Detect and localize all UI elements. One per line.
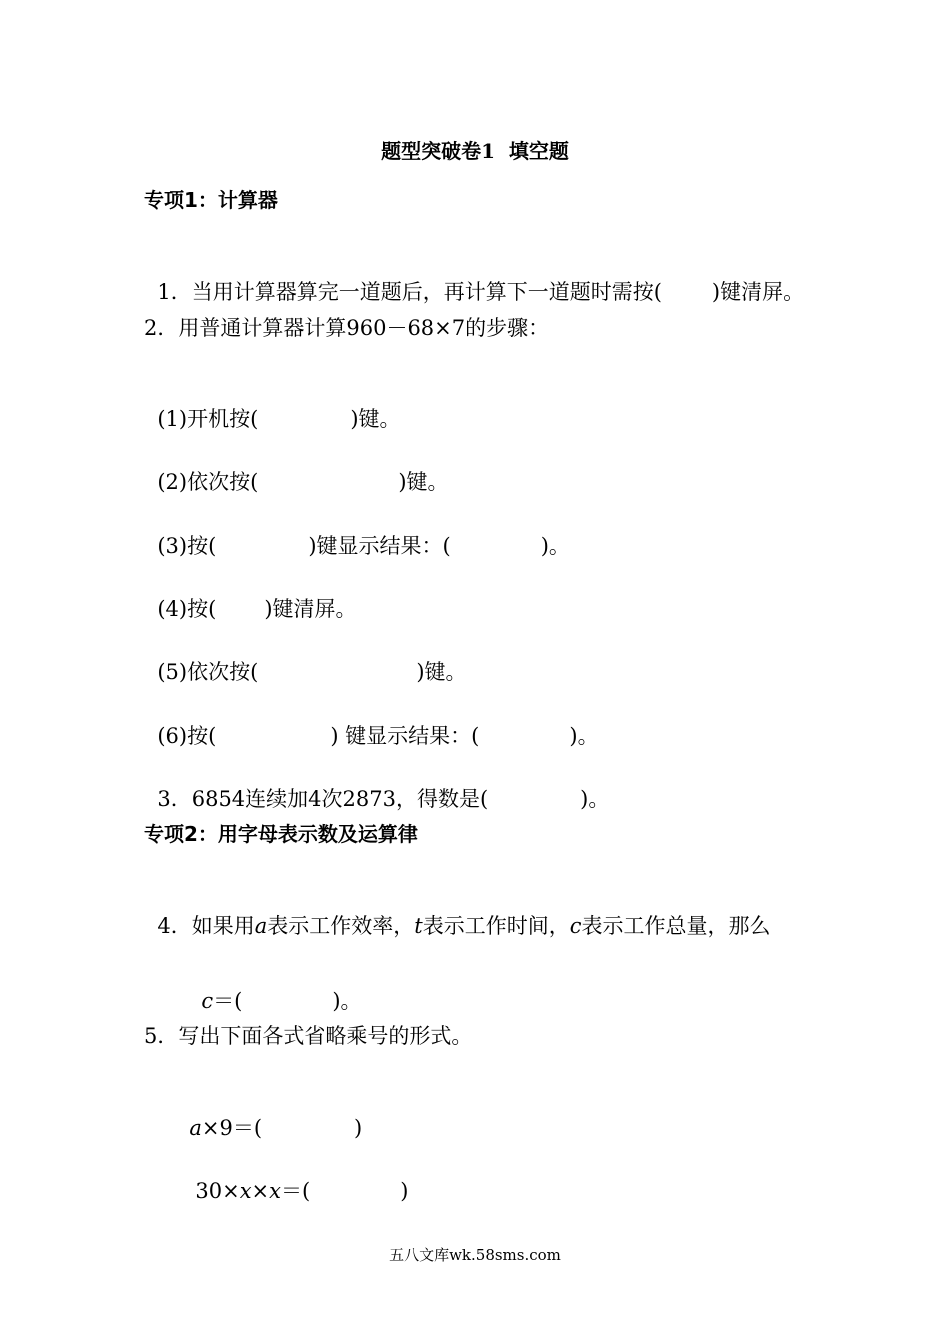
variable-a: a — [189, 1116, 202, 1140]
answer-suffix: )。 — [332, 989, 362, 1013]
question-4-text: 表示工作总量，那么 — [581, 914, 771, 938]
step-text: (3)按( — [157, 534, 217, 558]
question-1-suffix: )键清屏。 — [711, 280, 805, 304]
question-5-expression-2 — [182, 1149, 408, 1205]
expression-text: × — [251, 1179, 270, 1203]
question-1 — [144, 250, 804, 306]
variable-t: t — [414, 914, 423, 938]
expression-text: 30× — [195, 1179, 240, 1203]
step-text: )键。 — [350, 407, 401, 431]
question-2: 2．用普通计算器计算960－68×7的步骤： — [144, 316, 550, 340]
question-2-step-4 — [144, 567, 357, 623]
step-text: )键。 — [398, 470, 449, 494]
question-2-step-5 — [144, 630, 467, 686]
question-3-prefix: 3．6854连续加4次2873，得数是( — [157, 787, 489, 811]
answer-prefix: ＝( — [213, 989, 243, 1013]
document-title: 题型突破卷1 填空题 — [381, 139, 569, 163]
step-text: (2)依次按( — [157, 470, 259, 494]
step-text: )键显示结果：( — [308, 534, 451, 558]
section-heading-algebra: 专项2：用字母表示数及运算律 — [144, 822, 418, 846]
expression-text: ) — [354, 1116, 363, 1140]
question-4 — [144, 884, 770, 940]
page-footer: 五八文库wk.58sms.com — [389, 1246, 561, 1264]
question-5-expression-1 — [176, 1086, 362, 1142]
expression-text: ＝( — [280, 1179, 311, 1203]
expression-text: ) — [400, 1179, 409, 1203]
question-2-step-6 — [144, 694, 599, 750]
step-text: (6)按( — [157, 724, 217, 748]
question-5: 5．写出下面各式省略乘号的形式。 — [144, 1024, 473, 1048]
question-3 — [144, 757, 609, 813]
section-heading-calculator: 专项1：计算器 — [144, 188, 278, 212]
question-2-step-3 — [144, 504, 570, 560]
step-text: )键。 — [416, 660, 467, 684]
question-4-answer — [188, 959, 362, 1015]
question-2-step-2 — [144, 440, 449, 496]
step-text: )。 — [569, 724, 599, 748]
step-text: )键清屏。 — [264, 597, 357, 621]
question-3-suffix: )。 — [580, 787, 610, 811]
step-text: (4)按( — [157, 597, 217, 621]
question-4-text: 4．如果用 — [157, 914, 255, 938]
question-4-text: 表示工作效率， — [267, 914, 415, 938]
variable-x: x — [239, 1179, 252, 1203]
step-text: ) 键显示结果：( — [330, 724, 480, 748]
variable-a: a — [254, 914, 268, 938]
question-1-prefix: 1．当用计算器算完一道题后，再计算下一道题时需按( — [157, 280, 662, 304]
variable-c: c — [201, 989, 214, 1013]
variable-c: c — [569, 914, 582, 938]
question-4-text: 表示工作时间， — [422, 914, 570, 938]
step-text: (5)依次按( — [157, 660, 259, 684]
step-text: (1)开机按( — [157, 407, 259, 431]
question-2-step-1 — [144, 377, 401, 433]
step-text: )。 — [540, 534, 570, 558]
variable-x: x — [269, 1179, 281, 1203]
expression-text: ×9＝( — [201, 1116, 263, 1140]
